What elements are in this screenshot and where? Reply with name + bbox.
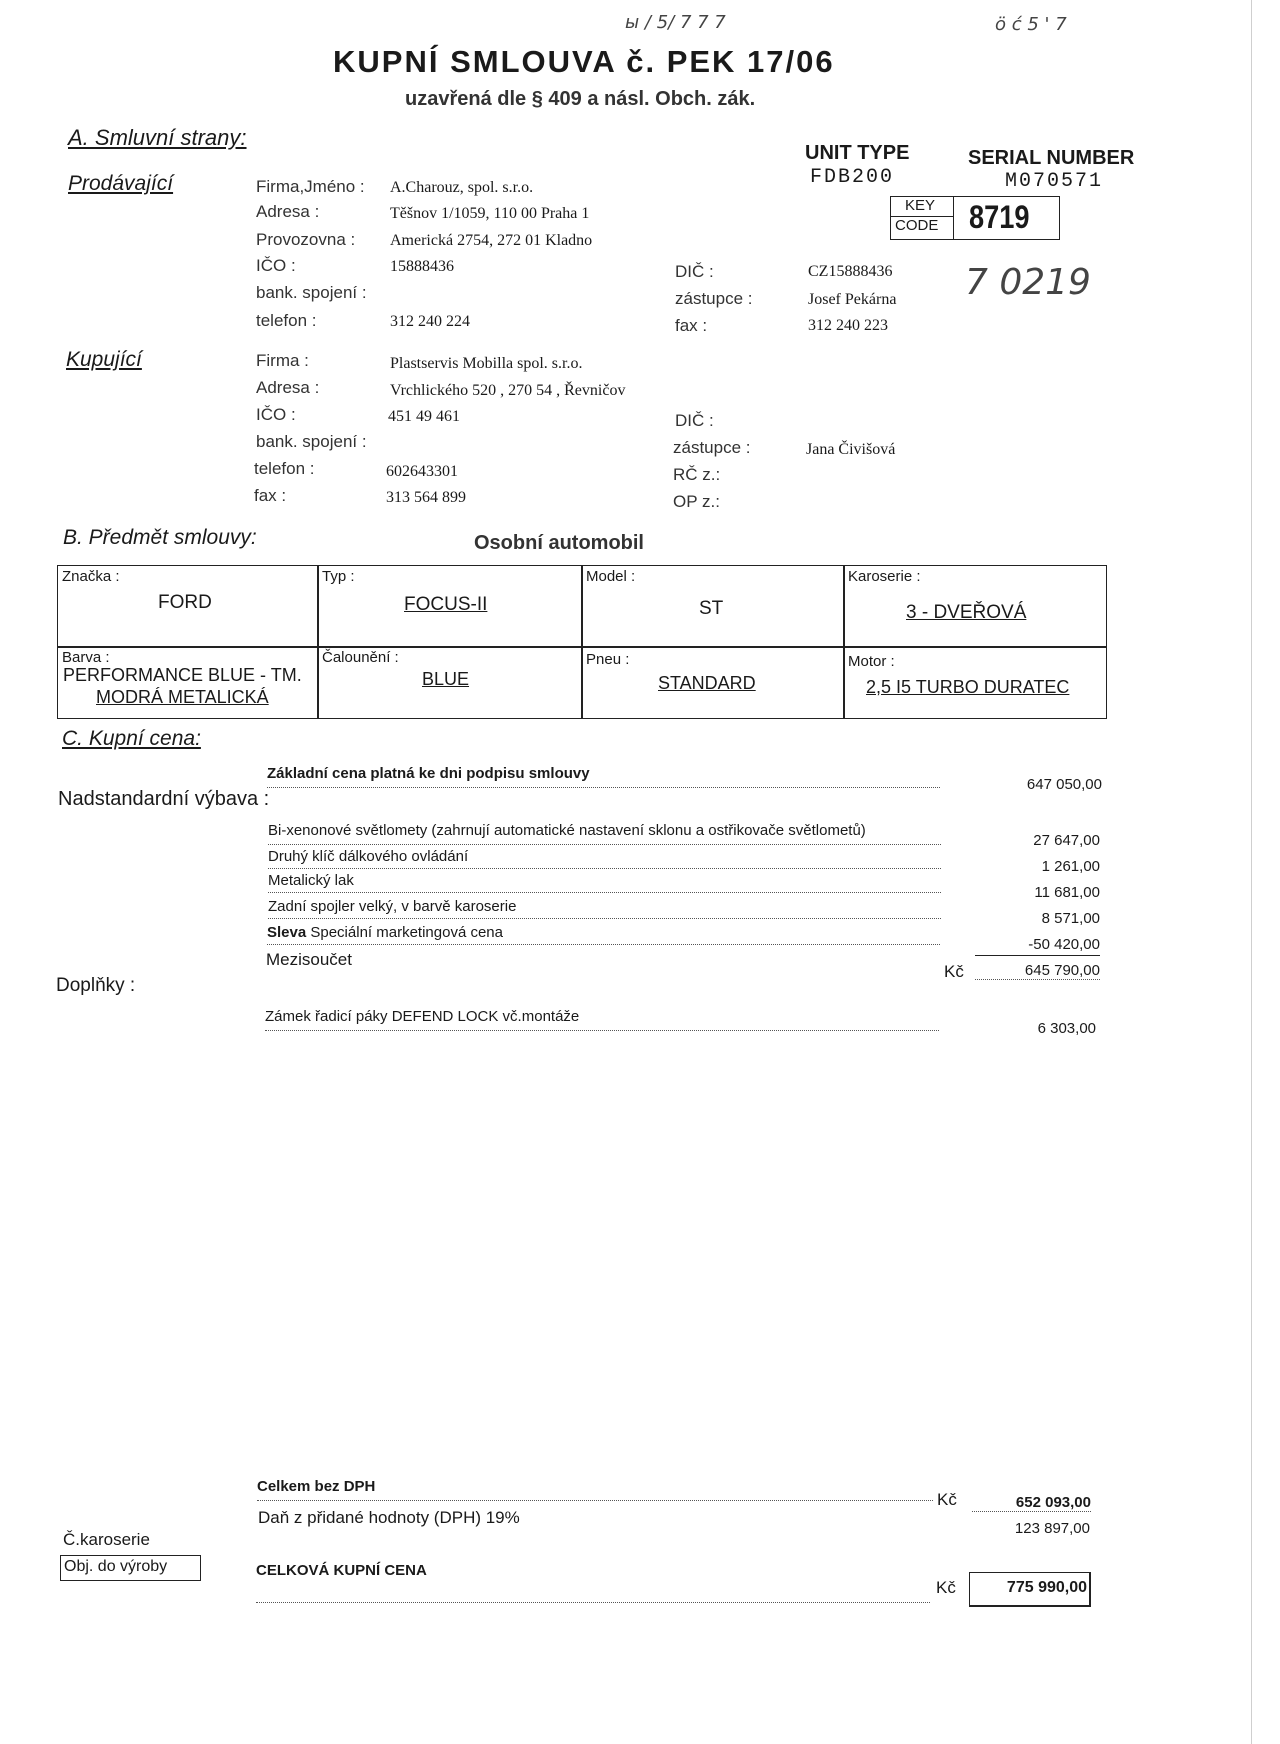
without-vat-label: Celkem bez DPH — [257, 1478, 376, 1495]
vehicle-table — [57, 565, 1107, 719]
barva-label: Barva : — [62, 649, 110, 666]
addon-row-1 — [265, 1008, 939, 1031]
total-box — [969, 1572, 1091, 1607]
calouneni-label: Čalounění : — [322, 649, 399, 666]
base-price-label: Základní cena platná ke dni podpisu smlouvy — [267, 765, 590, 782]
unit-type-label: UNIT TYPE — [805, 142, 910, 164]
extras-label-3: Metalický lak — [268, 872, 354, 889]
cell-karoserie — [844, 566, 1106, 646]
body-number-label: Č.karoserie — [63, 1530, 150, 1549]
extras-row-1 — [268, 822, 941, 845]
document-subtitle: uzavřená dle § 409 a násl. Obch. zák. — [405, 88, 756, 110]
cell-model — [582, 566, 842, 646]
calouneni-value: BLUE — [422, 669, 470, 689]
barva-value-line2: MODRÁ METALICKÁ — [96, 687, 269, 707]
buyer-op-label: OP z.: — [673, 492, 720, 511]
total-value: 775 990,00 — [1006, 1579, 1087, 1596]
seller-dic-label: DIČ : — [675, 262, 714, 281]
extras-label-4: Zadní spojler velký, v barvě karoserie — [268, 898, 517, 915]
pneu-label: Pneu : — [586, 651, 630, 668]
extras-label-1: Bi-xenonové světlomety (zahrnují automatické nastavení sklonu a ostřikovače světlometů) — [268, 822, 866, 839]
addons-heading: Doplňky : — [56, 975, 136, 996]
seller-heading: Prodávající — [68, 172, 174, 195]
extras-label-5-bold: Sleva — [267, 924, 307, 941]
buyer-heading: Kupující — [66, 348, 142, 371]
document-title: KUPNÍ SMLOUVA č. PEK 17/06 — [333, 44, 835, 79]
seller-provozovna-label: Provozovna : — [256, 230, 356, 249]
znacka-value: FORD — [158, 592, 212, 613]
seller-firma-label: Firma,Jméno : — [256, 177, 365, 196]
buyer-fax-label: fax : — [254, 486, 287, 505]
karoserie-label: Karoserie : — [848, 568, 921, 585]
seller-telefon-label: telefon : — [256, 311, 317, 330]
extras-value-1: 27 647,00 — [1033, 832, 1100, 849]
extras-value-4: 8 571,00 — [1041, 910, 1100, 927]
buyer-bank-label: bank. spojení : — [256, 432, 367, 451]
cell-typ — [318, 566, 580, 646]
seller-zastupce: Josef Pekárna — [808, 291, 897, 308]
extras-heading: Nadstandardní výbava : — [58, 788, 270, 810]
total-currency: Kč — [936, 1578, 956, 1597]
seller-fax-label: fax : — [675, 316, 708, 335]
buyer-zastupce-label: zástupce : — [673, 438, 751, 457]
znacka-label: Značka : — [62, 568, 120, 585]
typ-value: FOCUS-II — [404, 594, 488, 615]
extras-value-5: -50 420,00 — [1028, 936, 1100, 953]
extras-label-2: Druhý klíč dálkového ovládání — [268, 848, 469, 865]
buyer-firma: Plastservis Mobilla spol. s.r.o. — [390, 355, 583, 372]
key-label: KEY — [905, 197, 936, 214]
seller-ico-label: IČO : — [256, 256, 296, 275]
handwritten-key-note: 7 0219 — [965, 262, 1091, 303]
extras-value-2: 1 261,00 — [1041, 858, 1100, 875]
extras-value-3: 11 681,00 — [1034, 884, 1100, 901]
seller-fax: 312 240 223 — [808, 317, 888, 334]
without-vat-value: 652 093,00 — [972, 1494, 1091, 1512]
buyer-dic-label: DIČ : — [675, 411, 714, 430]
addon-value-1: 6 303,00 — [1037, 1020, 1096, 1037]
subtotal-currency: Kč — [944, 962, 964, 981]
section-a-title: A. Smluvní strany: — [68, 125, 247, 150]
buyer-ico-label: IČO : — [256, 405, 296, 424]
section-b-title: B. Předmět smlouvy: — [63, 526, 257, 549]
cell-calouneni — [318, 647, 580, 718]
subtotal-value: 645 790,00 — [975, 962, 1100, 980]
extras-row-3 — [268, 872, 941, 893]
unit-type-value: FDB200 — [810, 166, 895, 189]
addon-label-1: Zámek řadicí páky DEFEND LOCK vč.montáže — [265, 1008, 580, 1025]
seller-zastupce-label: zástupce : — [675, 289, 753, 308]
cell-znacka — [58, 566, 317, 646]
without-vat-row — [257, 1478, 933, 1501]
model-label: Model : — [586, 568, 636, 585]
typ-label: Typ : — [322, 568, 355, 585]
seller-dic: CZ15888436 — [808, 263, 893, 280]
base-price-row — [267, 765, 940, 788]
motor-value: 2,5 I5 TURBO DURATEC — [866, 677, 1070, 697]
buyer-zastupce: Jana Čivišová — [806, 441, 896, 458]
seller-provozovna: Americká 2754, 272 01 Kladno — [390, 232, 593, 249]
model-value: ST — [699, 598, 724, 619]
serial-number-label: SERIAL NUMBER — [968, 147, 1135, 169]
extras-row-4 — [268, 898, 941, 919]
total-row — [256, 1562, 930, 1603]
buyer-ico: 451 49 461 — [388, 408, 460, 425]
seller-ico: 15888436 — [390, 258, 454, 275]
vat-label: Daň z přidané hodnoty (DPH) 19% — [258, 1508, 520, 1527]
vat-value: 123 897,00 — [1014, 1520, 1090, 1537]
cell-pneu — [582, 647, 842, 718]
section-c-title: C. Kupní cena: — [62, 727, 201, 750]
pneu-value: STANDARD — [658, 673, 756, 693]
buyer-adresa: Vrchlického 520 , 270 54 , Řevničov — [390, 382, 626, 399]
buyer-adresa-label: Adresa : — [256, 378, 320, 397]
buyer-firma-label: Firma : — [256, 351, 309, 370]
motor-label: Motor : — [848, 653, 895, 670]
key-code-value: 8719 — [969, 199, 1030, 235]
seller-telefon: 312 240 224 — [390, 313, 470, 330]
buyer-fax: 313 564 899 — [386, 489, 466, 506]
buyer-telefon-label: telefon : — [254, 459, 315, 478]
barva-value-line1: PERFORMANCE BLUE - TM. — [63, 665, 302, 685]
body-number-value: Obj. do výroby — [64, 1558, 168, 1575]
without-vat-currency: Kč — [937, 1490, 957, 1509]
extras-row-5 — [267, 924, 940, 945]
extras-label-5: Speciální marketingová cena — [306, 924, 503, 941]
total-label: CELKOVÁ KUPNÍ CENA — [256, 1562, 427, 1579]
extras-row-2 — [268, 848, 941, 869]
subtotal-label: Mezisoučet — [266, 950, 352, 969]
handwritten-note-right: ӧ ć 5 ' 7 — [995, 14, 1067, 35]
handwritten-note-top: ы / 5/ 7 7 7 — [625, 12, 726, 33]
subject-label: Osobní automobil — [474, 532, 644, 554]
base-price-value: 647 050,00 — [1026, 776, 1102, 793]
buyer-rc-label: RČ z.: — [673, 465, 721, 484]
seller-adresa-label: Adresa : — [256, 202, 320, 221]
seller-bank-label: bank. spojení : — [256, 283, 367, 302]
seller-adresa: Těšnov 1/1059, 110 00 Praha 1 — [390, 205, 590, 222]
karoserie-value: 3 - DVEŘOVÁ — [906, 602, 1027, 623]
serial-number-value: M070571 — [1005, 170, 1104, 193]
cell-motor — [844, 647, 1106, 718]
buyer-telefon: 602643301 — [386, 463, 458, 480]
seller-firma: A.Charouz, spol. s.r.o. — [390, 179, 534, 196]
body-number-box — [60, 1555, 201, 1581]
code-label: CODE — [895, 217, 939, 234]
key-code-box — [890, 196, 1060, 240]
cell-barva — [58, 647, 317, 718]
